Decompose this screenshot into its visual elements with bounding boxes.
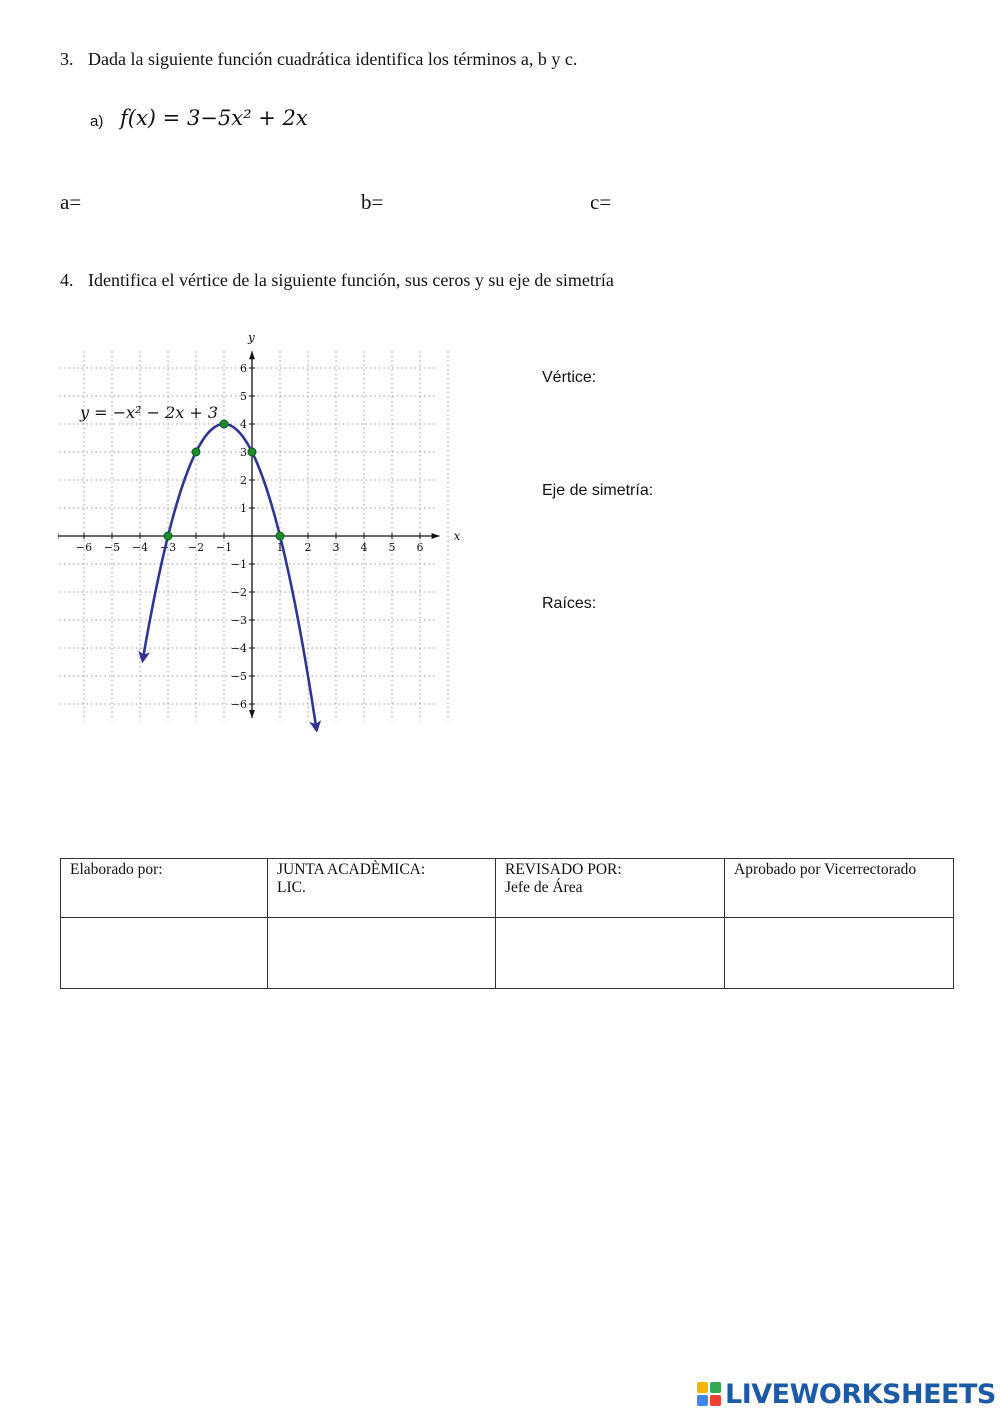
curve-point [248, 448, 256, 456]
axis-of-symmetry-label: Eje de simetría: [542, 482, 654, 499]
y-tick-label: 6 [240, 362, 247, 375]
logo-icon [697, 1382, 721, 1406]
parabola-curve [143, 424, 317, 729]
axes [58, 330, 461, 718]
x-axis-arrow [432, 533, 440, 539]
header-line: REVISADO POR: [505, 861, 622, 878]
answer-a-label: a= [60, 190, 82, 214]
question-prompt: Dada la siguiente función cuadrática identifica los términos a, b y c. [88, 49, 578, 69]
x-tick-label: −6 [75, 541, 93, 554]
curve-point [192, 448, 200, 456]
y-tick-label: 3 [240, 446, 247, 459]
x-tick-label: −3 [159, 541, 177, 554]
y-tick-label: −3 [230, 614, 247, 627]
junta-cell [268, 859, 496, 918]
signature-cell[interactable] [725, 918, 954, 989]
y-tick-label: 4 [240, 418, 247, 431]
header-subline: LIC. [277, 879, 306, 896]
question-3-heading [60, 49, 577, 70]
header-line: Aprobado por Vicerrectorado [734, 861, 917, 878]
x-axis-label: x [453, 529, 461, 543]
x-tick-label: 3 [332, 541, 340, 554]
question-number: 4. [60, 270, 74, 290]
y-tick-label: 1 [240, 502, 247, 515]
x-tick-label: −5 [103, 541, 121, 554]
x-tick-label: 4 [360, 541, 368, 554]
answer-b-label: b= [361, 190, 384, 214]
curve-point [276, 532, 284, 540]
signature-cell[interactable] [496, 918, 725, 989]
y-tick-label: −5 [230, 670, 247, 683]
elaborado-cell [61, 859, 268, 918]
curve-point [164, 532, 172, 540]
x-tick-label: 6 [416, 541, 424, 554]
y-axis-label: y [248, 330, 255, 345]
question-prompt: Identifica el vértice de la siguiente función, sus ceros y su eje de simetría [88, 270, 614, 290]
question-4-heading [60, 270, 614, 291]
equation-label: y = −x² − 2x + 3 [80, 403, 218, 422]
y-tick-label: −4 [230, 642, 247, 655]
answer-c-label: c= [590, 190, 612, 214]
y-tick-label: −1 [230, 558, 247, 571]
y-tick-label: 5 [240, 390, 247, 403]
signature-table [60, 858, 954, 989]
item-label: a) [90, 113, 104, 130]
signature-header-row [61, 859, 954, 918]
x-tick-label: −2 [187, 541, 205, 554]
header-subline: Jefe de Área [505, 879, 583, 896]
aprobado-cell [725, 859, 954, 918]
signature-cell[interactable] [61, 918, 268, 989]
parabola-curve-group [138, 424, 321, 732]
header-line: JUNTA ACADÈMICA: [277, 861, 426, 878]
y-tick-label: −2 [230, 586, 247, 599]
y-axis-arrow-bottom [249, 710, 255, 718]
parabola-graph [58, 327, 468, 732]
y-axis-arrow [249, 351, 255, 359]
roots-label: Raíces: [542, 595, 597, 612]
revisado-cell [496, 859, 725, 918]
y-tick-label: 2 [240, 474, 247, 487]
signature-body-row [61, 918, 954, 989]
x-tick-label: 5 [388, 541, 396, 554]
liveworksheets-logo [697, 1376, 996, 1412]
logo-text: LIVEWORKSHEETS [725, 1378, 996, 1410]
y-tick-label: −6 [230, 698, 247, 711]
header-line: Elaborado por: [70, 861, 163, 878]
signature-cell[interactable] [268, 918, 496, 989]
x-tick-label: 2 [304, 541, 312, 554]
curve-point [220, 420, 228, 428]
x-tick-label: −1 [215, 541, 233, 554]
vertex-label: Vértice: [542, 369, 597, 386]
x-tick-label: −4 [131, 541, 149, 554]
quadratic-function: f(x) = 3−5x² + 2x [120, 106, 308, 130]
question-number: 3. [60, 49, 74, 69]
x-tick-label: 1 [276, 541, 284, 554]
